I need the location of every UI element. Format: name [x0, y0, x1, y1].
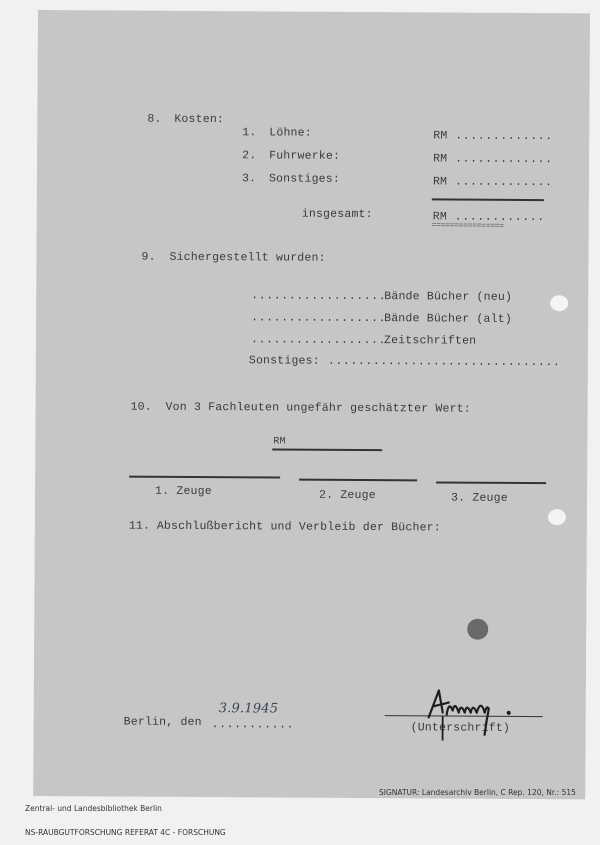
value-currency: RM — [273, 436, 286, 448]
cost-item-3-number: 3. — [241, 172, 257, 186]
place-label: Berlin, den — [123, 715, 202, 730]
witness-3-rule — [436, 481, 546, 483]
section-10-number: 10. — [130, 400, 152, 414]
section-8-title: Kosten: — [174, 112, 225, 127]
signature-caption: (Unterschrift) — [410, 721, 511, 735]
handwritten-date: 3.9.1945 — [218, 701, 279, 717]
total-label: insgesamt: — [301, 207, 373, 222]
books-new-label: Bände Bücher (neu) — [384, 290, 513, 304]
other-dots: ............................... — [327, 354, 561, 370]
section-8-number: 8. — [147, 112, 162, 126]
punch-hole-top — [550, 295, 568, 311]
witness-2-rule — [299, 479, 417, 481]
periodicals-label: Zeitschriften — [383, 334, 477, 348]
books-old-dots: .................. — [251, 311, 387, 326]
cost-item-3-label: Sonstiges: — [268, 172, 341, 186]
cost-item-2-currency: RM — [433, 152, 448, 166]
punch-hole-bottom — [548, 509, 566, 525]
periodicals-dots: .................. — [250, 333, 387, 348]
section-11-number: 11. — [128, 519, 151, 533]
footer-library: Zentral- und Landesbibliothek Berlin — [25, 804, 162, 813]
cost-item-1-number: 1. — [242, 126, 257, 140]
cost-item-3-currency: RM — [432, 175, 448, 189]
ink-stain — [467, 619, 488, 640]
total-value: ............ — [454, 210, 545, 225]
cost-item-1-value: ............. — [455, 129, 553, 144]
footer-department: NS-RAUBGUTFORSCHUNG REFERAT 4C - FORSCHUNG — [25, 828, 226, 837]
value-rule — [272, 448, 382, 450]
cost-item-3-value: ............. — [454, 175, 553, 190]
cost-item-1-currency: RM — [433, 129, 448, 143]
cost-item-2-value: ............. — [455, 152, 553, 167]
cost-item-2-label: Fuhrwerke: — [269, 149, 341, 163]
total-double-underline: ================ — [431, 221, 504, 231]
section-11-title: Abschlußbericht und Verbleib der Bücher: — [156, 519, 441, 535]
section-9-number: 9. — [141, 250, 156, 264]
total-currency: RM — [432, 210, 447, 224]
witness-2-label: 2. Zeuge — [319, 488, 376, 503]
books-old-label: Bände Bücher (alt) — [384, 312, 512, 326]
section-10-title: Von 3 Fachleuten ungefähr geschätzter Wert: — [165, 400, 471, 416]
sum-rule — [432, 198, 544, 200]
other-label: Sonstiges: — [248, 354, 320, 368]
witness-1-label: 1. Zeuge — [155, 484, 212, 499]
cost-item-2-number: 2. — [242, 149, 257, 163]
date-dots: ........... — [211, 718, 295, 732]
handwritten-signature — [38, 10, 590, 13]
books-new-dots: .................. — [251, 289, 387, 304]
witness-1-rule — [129, 476, 280, 478]
document-page — [33, 10, 590, 799]
section-9-title: Sichergestellt wurden: — [169, 250, 326, 265]
footer-left — [25, 789, 226, 845]
cost-item-1-label: Löhne: — [269, 126, 312, 140]
footer-signature: SIGNATUR: Landesarchiv Berlin, C Rep. 120, Nr.: 515 — [379, 788, 576, 797]
witness-3-label: 3. Zeuge — [450, 491, 508, 505]
